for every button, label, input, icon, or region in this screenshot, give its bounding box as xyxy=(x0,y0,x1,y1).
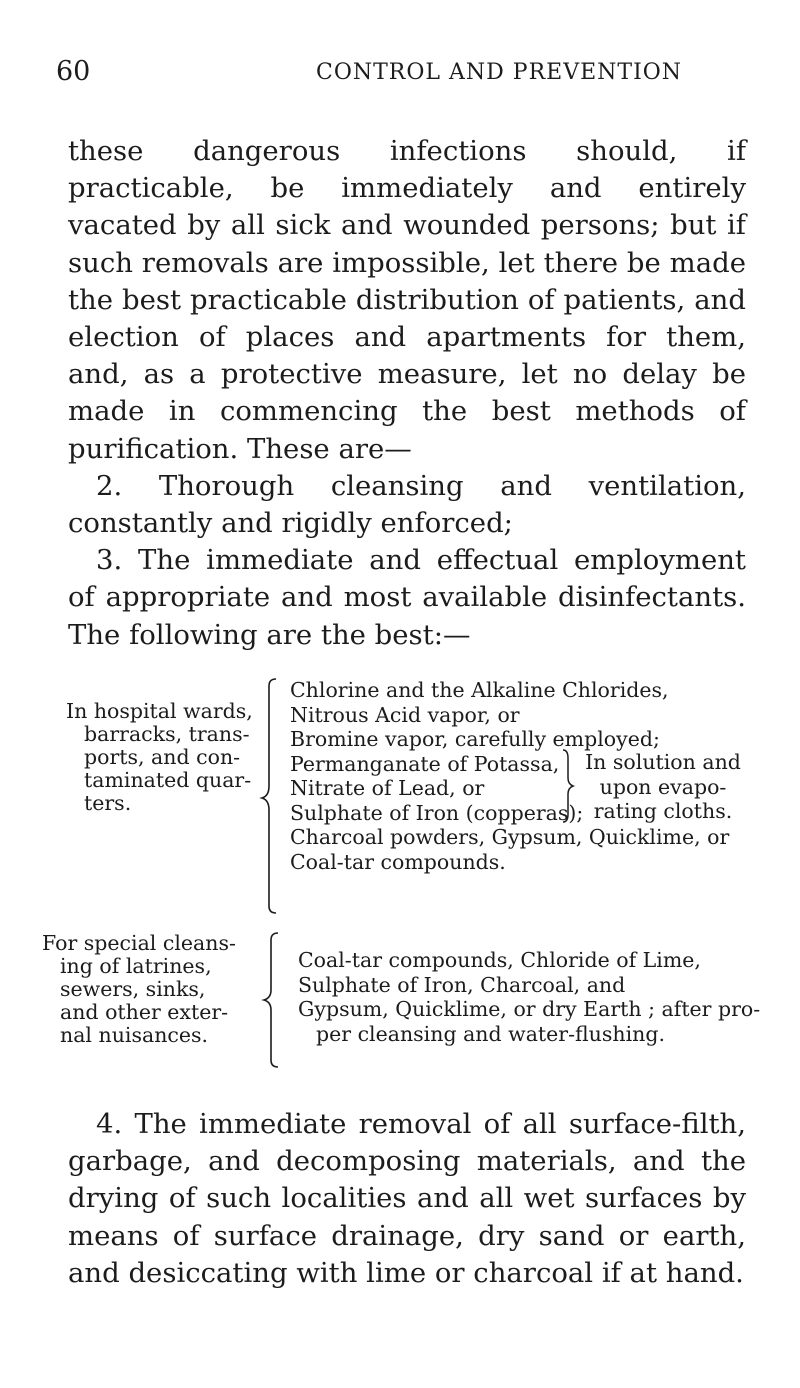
group2-item: Gypsum, Quicklime, or dry Earth ; after pro- xyxy=(298,997,761,1021)
brace-group1 xyxy=(260,676,280,916)
page-header xyxy=(56,56,756,96)
group1-item: Charcoal powders, Gypsum, Quicklime, or xyxy=(290,825,730,849)
paragraph-item-4: 4. The immediate removal of all surface-filth, garbage, and decomposing materials, and the drying of such localities and all wet surfaces by means of surface drainage, dry sand or earth, and desiccating with lime or charcoal if at hand. xyxy=(68,1108,746,1289)
group1-item: Nitrous Acid vapor, or xyxy=(290,702,520,727)
group2-items xyxy=(298,948,760,1046)
page-number: 60 xyxy=(56,56,91,87)
running-head: CONTROL AND PREVENTION xyxy=(316,60,683,85)
brace-inner xyxy=(561,748,575,824)
group1-item: Nitrate of Lead, or xyxy=(290,776,485,800)
group1-item: Permanganate of Potassa, xyxy=(290,751,560,776)
group1-item: Chlorine and the Alkaline Chlorides, xyxy=(290,678,669,702)
paragraph-item-2: 2. Thorough cleansing and ventilation, constantly and rigidly enforced; xyxy=(68,469,746,540)
body-text xyxy=(68,133,746,654)
group2-item: Coal-tar compounds, Chloride of Lime, xyxy=(298,948,701,972)
group1-item: Sulphate of Iron (copperas); xyxy=(290,800,584,825)
group2-item: Sulphate of Iron, Charcoal, and xyxy=(298,972,626,997)
closing-text xyxy=(68,1106,746,1292)
brace-group2 xyxy=(262,930,282,1070)
paragraph-continuation: these dangerous infections should, if practicable, be immediately and entirely vacated by all sick and wounded persons; but if such removals are impossible, let there be made the best practicable distribution of patients, and election of places and apartments for them, and, as a protective measure, let no delay be made in commencing the best methods of purification. These are— xyxy=(68,135,746,465)
group2-label: For special cleans- ing of latrines, sewers, sinks, and other exter- nal nuisances. xyxy=(42,931,236,1047)
paragraph-item-3: 3. The immediate and effectual employment of appropriate and most available disinfectants. The following are the best:— xyxy=(68,544,746,651)
inner-note: In solution and upon evapo- rating cloths. xyxy=(585,750,741,823)
group1-item: Bromine vapor, carefully employed; xyxy=(290,727,660,751)
group1-item: Coal-tar compounds. xyxy=(290,849,506,874)
group1-label: In hospital wards, barracks, trans- ports, and con- taminated quar- ters. xyxy=(66,699,253,815)
group2-item: per cleansing and water-flushing. xyxy=(316,1021,666,1046)
